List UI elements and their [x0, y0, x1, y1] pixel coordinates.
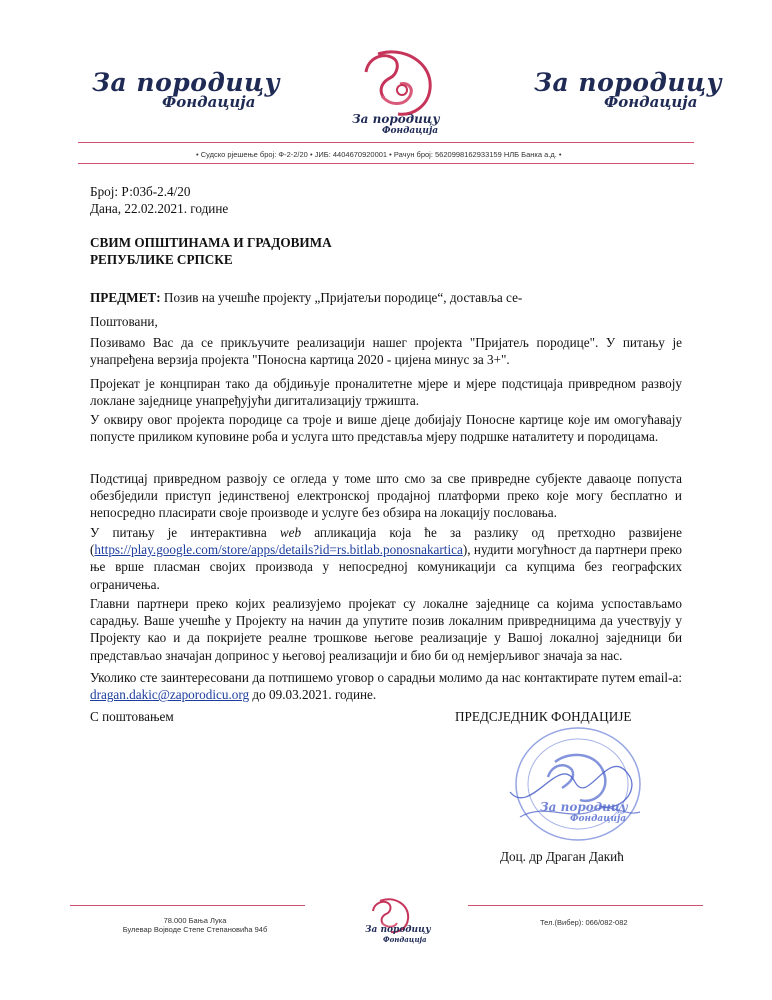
subject-line — [90, 289, 522, 306]
center-logo-line2: Фондација — [382, 126, 439, 136]
footer-address — [110, 916, 280, 934]
document-date: Дана, 22.02.2021. године — [90, 201, 229, 216]
footer-logo-line2: Фондација — [383, 935, 427, 944]
paragraph-7-part-a: Уколико сте заинтересовани да потпишемо уговор о сарадњи молимо да нас контактирате путем email-a: — [90, 670, 682, 685]
footer-logo-line1: За породицу — [365, 925, 431, 935]
closing: С поштовањем — [90, 709, 174, 724]
stamp-seal-icon — [500, 722, 650, 847]
center-logo-caption — [352, 112, 452, 136]
paragraph-4: Подстицај привредном развоју се огледа у томе што смо за све привредне субјекте даваоце попуста обезбједили приступ јединственој електронској продајној платформи преко које могу бесплатно и непосредно пласирати своје производе и услуге без обзира на локацију пословања. — [90, 471, 682, 521]
paragraph-5 — [90, 524, 682, 593]
footer-phone: Тел.(Вибер): 066/082-082 — [540, 918, 628, 927]
footer-address-line1: 78.000 Бања Лука — [163, 916, 227, 925]
web-term: web — [279, 525, 302, 540]
signatory-name: Доц. др Драган Дакић — [500, 849, 624, 864]
brand-wordmark-left — [92, 68, 292, 111]
footer-address-line2: Булевар Војводе Степе Степановића 94б — [122, 925, 268, 934]
brand-wordmark-right — [534, 68, 734, 111]
stamp-caption — [540, 800, 628, 824]
paragraph-6: Главни партнери преко којих реализујемо пројекат су локалне заједнице са којима успостављамо сарадњу. Ваше учешће у Пројекту на начин да упутите позив локалним привредницима да учествују у Пројекту као и да покријете реалне трошкове његове реализације у Вашој локалној заједници би представљао значајан допринос у његовој реализацији и био би од немјерљивог значаја за нас. — [90, 596, 682, 663]
paragraph-5-part-b: апликација која ће за разлику од претходно развијене ( — [90, 525, 682, 558]
recipient-line2: РЕПУБЛИКЕ СРПСКЕ — [90, 252, 233, 267]
header-divider-bottom — [78, 163, 694, 164]
subject-text: Позив на учешће пројекту „Пријатељи породице“, доставља се- — [160, 290, 523, 305]
brand-wordmark-line2: Фондација — [162, 93, 256, 111]
contact-email-link[interactable]: dragan.dakic@zaporodicu.org — [90, 687, 250, 703]
paragraph-5-part-c: ), нудити могућност да партнери преко ње врше пласман својих производа у непосредној комуникацији са купцима без географских ограничења. — [90, 542, 682, 592]
registry-info: • Судско рјешење број: Ф-2-2/20 • ЈИБ: 4404670920001 • Рачун број: 5620998162933159 НЛБ Банка а.д. • — [196, 150, 562, 159]
paragraph-5-part-a: У питању је интерактивна — [90, 525, 280, 540]
brand-wordmark-line2: Фондација — [604, 93, 698, 111]
document-number: Број: Р:03б-2.4/20 — [90, 184, 191, 199]
paragraph-2: Пројекат је концпиран тако да објдињује проналитетне мјере и мјере подстицаја привредном развоју локлане заједнице унапређујући дигитализацију тржишта. — [90, 376, 682, 409]
paragraph-1: Позивамо Вас да се прикључите реализацији нашег пројекта "Пријатељ породице". У питању је унапређена верзија пројекта "Поносна картица 2020 - цијена минус за 3+". — [90, 335, 682, 368]
stamp-caption-line2: Фондација — [570, 814, 627, 824]
paragraph-7-part-b: до 09.03.2021. године. — [249, 687, 377, 703]
footer-divider-right — [468, 905, 703, 906]
greeting: Поштовани, — [90, 314, 158, 329]
subject-label: ПРЕДМЕТ: — [90, 290, 161, 305]
signatory-title: ПРЕДСЈЕДНИК ФОНДАЦИЈЕ — [455, 709, 632, 724]
brand-wordmark-line1: За породицу — [92, 68, 281, 97]
header-divider-top — [78, 142, 694, 143]
play-store-link[interactable]: https://play.google.com/store/apps/details?id=rs.bitlab.ponosnakartica — [94, 542, 463, 558]
brand-wordmark-line1: За породицу — [534, 68, 723, 97]
paragraph-7 — [90, 669, 682, 703]
paragraph-3: У оквиру овог пројекта породице са троје и више дјеце добијају Поносне картице које им омогућавају попусте приликом куповине роба и услуга што представља мјеру подршке наталитету и породицама. — [90, 412, 682, 445]
stamp-caption-line1: За породицу — [540, 800, 628, 814]
foundation-stamp — [500, 722, 650, 847]
footer-divider-left — [70, 905, 305, 906]
footer-logo-caption — [365, 925, 431, 944]
recipient-line1: СВИМ ОПШТИНАМА И ГРАДОВИМА — [90, 235, 332, 250]
center-logo-line1: За породицу — [352, 112, 440, 126]
